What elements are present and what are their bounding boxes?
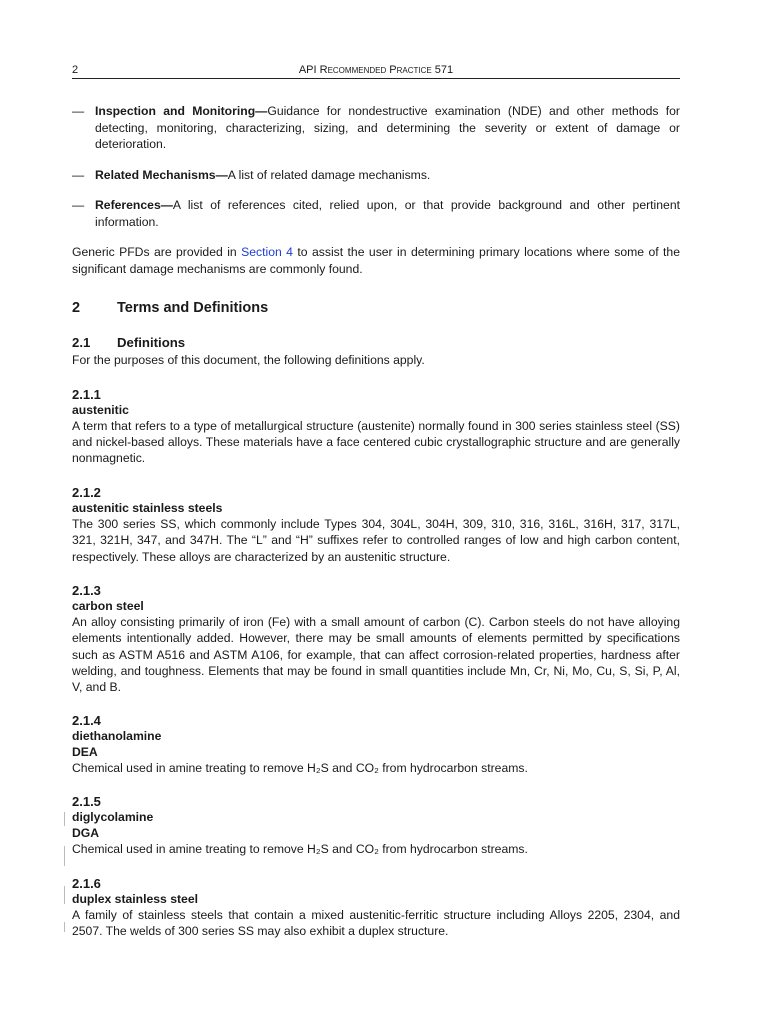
bullet-dash: — [72,104,85,118]
header-title-rest: Recommended Practice 571 [319,64,454,76]
bullet-text: A list of references cited, relied upon, or that provide background and other pertinent information. [95,198,680,229]
running-header [72,62,680,79]
header-title-api: API [298,64,317,76]
subsection-heading [72,334,680,352]
list-item [72,197,680,230]
definition-abbreviation: DEA [72,744,98,759]
pfd-text-after: to assist the user in determining primary locations where some of the significant damage mechanisms are commonly found. [72,245,680,276]
definition-abbreviation: DGA [72,825,100,840]
bullet-text: Guidance for nondestructive examination (NDE) and other methods for detecting, monitoring, characterizing, sizing, and determining the severity or extent of damage or deterioration. [95,104,680,151]
definition-text: A family of stainless steels that contain a mixed austenitic-ferritic structure including Alloys 2205, 2304, and 2507. The welds of 300 series SS may also exhibit a duplex structure. [72,908,680,939]
definition-text: Chemical used in amine treating to remove H₂S and CO₂ from hydrocarbon streams. [72,842,528,857]
definition-term: austenitic [72,402,129,417]
bullet-term: Related Mechanisms— [95,167,228,182]
definition-text: An alloy consisting primarily of iron (Fe) with a small amount of carbon (C). Carbon steels do not have alloying elements intentionally added. However, there may be small amounts of elements permitted by specifications such as ASTM A516 and ASTM A106, for example, that can affect corrosion-related properties, hardness after welding, and toughness. Elements that may be found in small quantities include Mn, Cr, Ni, Mo, Cu, S, Si, P, Al, V, and B. [72,615,680,695]
margin-mark [64,886,65,904]
pfd-text-before: Generic PFDs are provided in [72,245,242,259]
section-number: 2 [72,300,81,316]
definition-entry [72,387,680,467]
definition-number: 2.1.1 [72,386,101,402]
margin-mark [64,922,65,932]
header-title [72,62,680,78]
definition-term: carbon steel [72,598,144,613]
bullet-dash: — [72,198,85,212]
definition-number: 2.1.4 [72,713,101,729]
definition-entry [72,713,680,776]
definition-number: 2.1.5 [72,794,101,810]
bullet-term: Inspection and Monitoring— [95,104,268,118]
section-heading [72,299,680,317]
definition-entry [72,583,680,696]
section-title: Terms and Definitions [117,300,269,316]
definition-term: diethanolamine [72,729,162,744]
margin-marks [62,812,68,932]
definition-entry [72,485,680,565]
document-page [72,62,680,940]
subsection-number: 2.1 [72,335,91,350]
definition-text: Chemical used in amine treating to remove H₂S and CO₂ from hydrocarbon streams. [72,761,528,776]
intro-paragraph: For the purposes of this document, the following definitions apply. [72,353,425,367]
definition-term: austenitic stainless steels [72,500,223,515]
bullet-term: References— [95,198,173,212]
subsection-title: Definitions [117,335,186,350]
list-item [72,167,680,184]
list-item [72,103,680,153]
margin-mark [64,812,65,826]
definition-number: 2.1.3 [72,582,101,598]
page-number: 2 [72,64,79,76]
bullet-dash: — [72,167,85,182]
margin-mark [64,846,65,866]
bullet-text: A list of related damage mechanisms. [227,167,431,182]
definition-term: diglycolamine [72,810,154,825]
section-4-link[interactable]: Section 4 [241,245,293,259]
definition-entry [72,794,680,857]
definition-text: A term that refers to a type of metallurgical structure (austenite) normally found in 300 series stainless steel (SS) and nickel-based alloys. These materials have a face centered cubic crystallographic structure and are generally nonmagnetic. [72,419,680,466]
definition-number: 2.1.2 [72,484,101,500]
bullet-list [72,103,680,230]
definition-term: duplex stainless steel [72,891,198,906]
pfd-paragraph [72,244,680,277]
definition-number: 2.1.6 [72,875,101,891]
definition-entry [72,876,680,940]
definition-text: The 300 series SS, which commonly include Types 304, 304L, 304H, 309, 310, 316, 316L, 316H, 317, 317L, 321, 321H, 347, and 347H. The “L” and “H” suffixes refer to controlled ranges of low and high carbon content, respectively. These alloys are characterized by an austenitic structure. [72,517,680,564]
